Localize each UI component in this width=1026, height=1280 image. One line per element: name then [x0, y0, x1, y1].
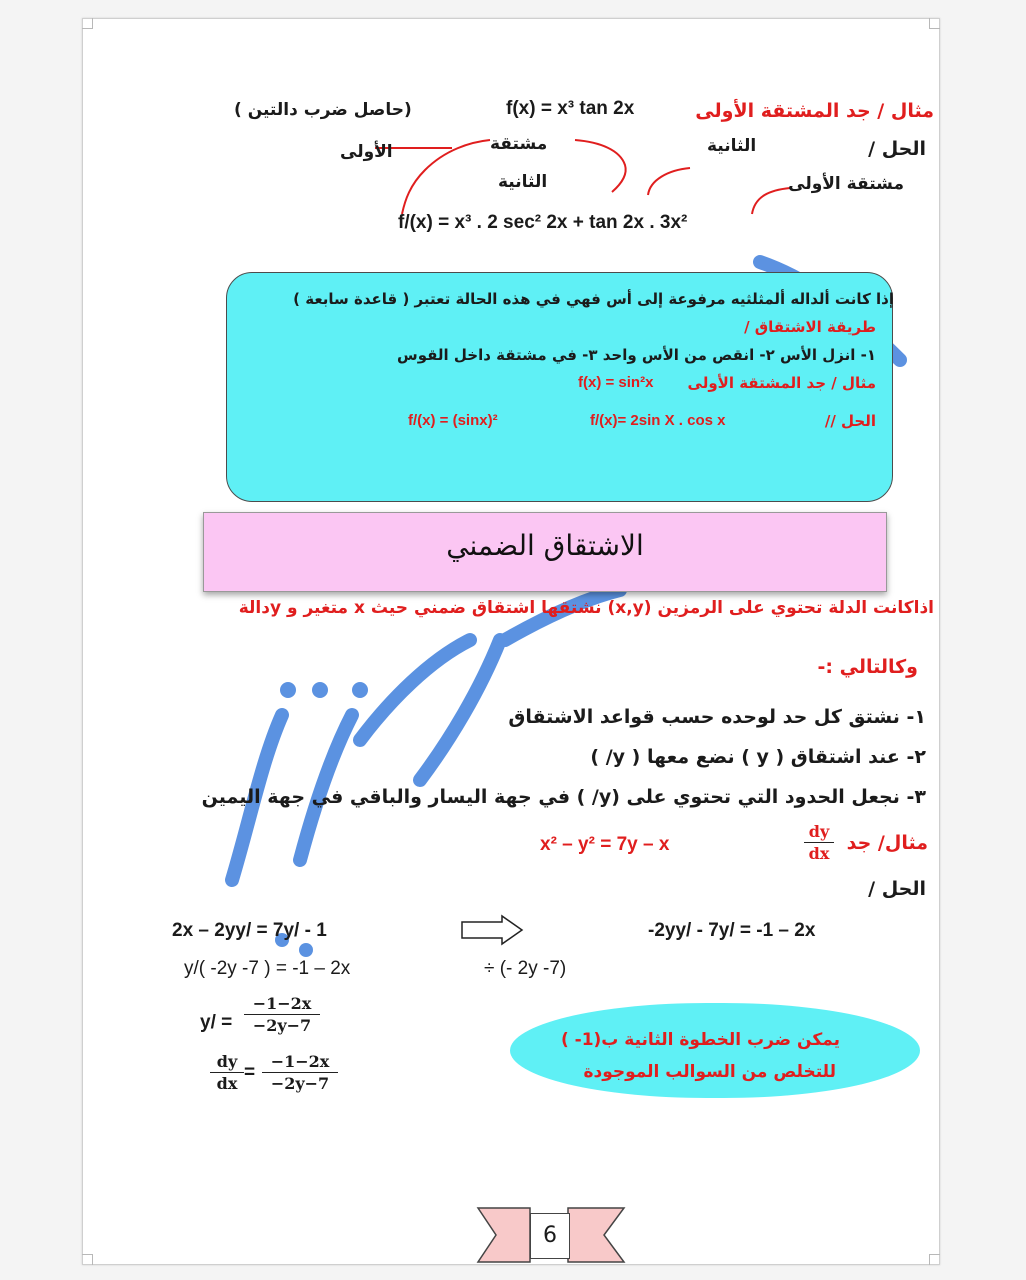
product-note: (حاصل ضرب دالتين ): [234, 100, 412, 120]
step-3: ٣- نجعل الحدود التي تحتوي على (y/ ) في جهة اليسار والباقي في جهة اليمين: [201, 786, 926, 808]
label-first: الأولى: [340, 142, 393, 162]
step-1: ١- نشتق كل حد لوحده حسب قواعد الاشتقاق: [508, 706, 926, 728]
implicit-solution-label: الحل /: [868, 878, 926, 900]
rule-steps: ١- انزل الأس ٢- انقص من الأس واحد ٣- في مشتقة داخل القوس: [397, 346, 876, 364]
label-second-lower: الثانية: [498, 172, 548, 192]
rule-solution-label: الحل //: [824, 412, 876, 430]
divide-note: ÷ (- 2y -7): [484, 958, 567, 979]
final-fraction: [262, 1052, 338, 1093]
fraction-numerator: −1−2x: [252, 994, 312, 1013]
section-banner: [203, 512, 887, 592]
implicit-definition: اذاكانت الدلة تحتوي على الرمزين (x,y) نشتقها اشتقاق ضمني حيث x متغير و yدالة: [238, 598, 934, 618]
step-2: ٢- عند اشتقاق ( y ) نضع معها ( y/ ): [590, 746, 926, 768]
example-function: f(x) = x³ tan 2x: [506, 98, 635, 119]
implicit-equation: x² – y² = 7y – x: [540, 834, 670, 855]
rule-example-function: f(x) = sin²x: [578, 374, 654, 391]
solution-label: الحل /: [868, 138, 926, 160]
page-number: 6: [530, 1213, 570, 1259]
final-denominator: −2y−7: [270, 1074, 330, 1093]
solution-line-b: 2x – 2yy/ = 7y/ - 1: [172, 920, 327, 941]
equals-sign: =: [244, 1062, 256, 1083]
tip-bubble: [510, 1003, 920, 1098]
as-follows: وكالتالي :-: [817, 656, 918, 678]
label-derivative: مشتقة: [490, 134, 548, 154]
example-result: f/(x) = x³ . 2 sec² 2x + tan 2x . 3x²: [398, 212, 688, 233]
outline-arrow: [462, 916, 522, 944]
final-dx: dx: [216, 1074, 238, 1093]
example-find-label: مثال/ جد: [846, 832, 928, 854]
rule-right-expression: f/(x)= 2sin X . cos x: [590, 412, 726, 429]
dx-denominator: dx: [808, 844, 830, 863]
label-second: الثانية: [707, 136, 757, 156]
dy-numerator: dy: [808, 822, 830, 841]
tip-line-1: يمكن ضرب الخطوة الثانية ب(1- ): [560, 1030, 840, 1050]
solution-line-c: y/( -2y -7 ) = -1 – 2x: [184, 958, 351, 979]
y-prime-fraction: [244, 994, 320, 1035]
label-first-derivative: مشتقة الأولى: [788, 174, 904, 194]
example-heading: مثال / جد المشتقة الأولى: [695, 100, 934, 122]
rule-left-expression: f/(x) = (sinx)²: [408, 412, 498, 429]
section-title: الاشتقاق الضمني: [446, 529, 644, 562]
final-dydx: [210, 1052, 244, 1093]
y-prime-label: y/ =: [200, 1012, 233, 1033]
rule-method-heading: طريقة الاشتقاق /: [744, 318, 876, 336]
final-dy: dy: [216, 1052, 238, 1071]
final-numerator: −1−2x: [270, 1052, 330, 1071]
rule-example-heading: مثال / جد المشتقة الأولى: [687, 374, 876, 392]
solution-line-a: -2yy/ - 7y/ = -1 – 2x: [648, 920, 816, 941]
rule-line-1: إذا كانت ألداله ألمثلثيه مرفوعة إلى أس فهي في هذه الحالة تعتبر ( قاعدة سابعة ): [293, 290, 894, 308]
fraction-denominator: −2y−7: [252, 1016, 312, 1035]
tip-line-2: للتخلص من السوالب الموجودة: [583, 1062, 836, 1082]
dy-dx-fraction: [804, 822, 834, 863]
